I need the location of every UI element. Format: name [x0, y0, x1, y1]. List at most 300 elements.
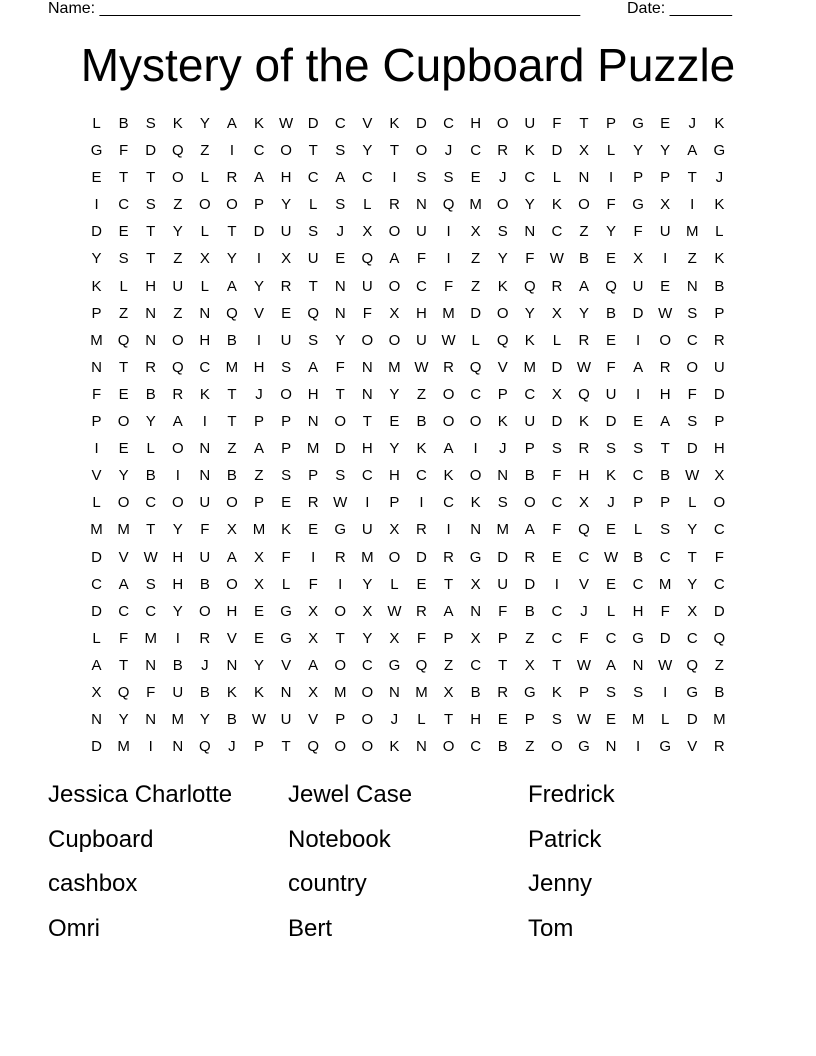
grid-letter: N	[91, 711, 102, 729]
grid-letter: N	[361, 385, 373, 403]
grid-letter: D	[605, 413, 617, 431]
grid-letter: B	[145, 385, 156, 403]
grid-letter: Q	[686, 656, 699, 674]
grid-letter: K	[551, 196, 562, 214]
grid-letter: N	[334, 277, 346, 295]
grid-letter: I	[636, 738, 641, 756]
grid-letter: O	[388, 331, 401, 349]
grid-letter: X	[389, 304, 400, 322]
grid-letter: R	[307, 494, 319, 512]
grid-letter: C	[713, 575, 725, 593]
grid-letter: Y	[389, 385, 400, 403]
grid-letter: N	[524, 223, 536, 241]
grid-letter: A	[254, 440, 265, 458]
grid-letter: C	[361, 656, 373, 674]
grid-letter: O	[388, 223, 401, 241]
grid-letter: B	[416, 413, 427, 431]
grid-letter: J	[444, 142, 453, 160]
grid-letter: Y	[226, 250, 237, 268]
grid-letter: O	[280, 385, 292, 403]
grid-letter: H	[226, 602, 238, 620]
grid-letter: V	[254, 304, 265, 322]
grid-letter: X	[470, 575, 481, 593]
grid-letter: I	[446, 250, 451, 268]
grid-letter: T	[281, 738, 291, 756]
grid-letter: K	[524, 331, 535, 349]
page-title: Mystery of the Cupboard Puzzle	[80, 39, 736, 91]
grid-letter: A	[687, 142, 698, 160]
grid-letter: T	[227, 223, 237, 241]
grid-letter: W	[658, 304, 673, 322]
grid-letter: C	[91, 575, 102, 593]
grid-letter: E	[606, 521, 617, 539]
grid-letter: I	[473, 440, 478, 458]
grid-letter: S	[497, 223, 508, 241]
grid-letter: R	[443, 548, 454, 566]
grid-letter: O	[578, 196, 590, 214]
grid-letter: L	[308, 196, 318, 214]
grid-letter: E	[606, 250, 617, 268]
grid-row	[83, 248, 733, 275]
grid-letter: Y	[145, 413, 156, 431]
grid-letter: Z	[471, 277, 481, 295]
grid-letter: T	[335, 629, 345, 647]
grid-letter: O	[442, 738, 455, 756]
grid-letter: Z	[416, 385, 427, 403]
grid-letter: O	[280, 142, 292, 160]
grid-letter: X	[470, 223, 481, 241]
grid-letter: F	[443, 277, 454, 295]
grid-letter: Z	[443, 656, 454, 674]
grid-letter: N	[145, 711, 157, 729]
grid-letter: W	[549, 250, 564, 268]
grid-letter: Y	[118, 467, 129, 485]
grid-letter: S	[308, 331, 319, 349]
grid-letter: O	[117, 494, 130, 512]
grid-letter: I	[94, 196, 99, 214]
grid-letter: P	[524, 711, 535, 729]
grid-letter: F	[552, 115, 562, 132]
word-list-item: Omri	[48, 914, 100, 942]
grid-letter: F	[714, 548, 724, 566]
grid-letter: P	[497, 629, 508, 647]
grid-letter: K	[578, 413, 589, 431]
grid-letter: X	[362, 223, 373, 241]
grid-letter: C	[686, 629, 698, 647]
grid-letter: X	[389, 629, 400, 647]
grid-letter: T	[498, 656, 508, 674]
grid-letter: L	[146, 440, 155, 458]
grid-letter: Q	[226, 304, 238, 322]
grid-letter: R	[280, 277, 292, 295]
grid-letter: M	[171, 711, 185, 729]
grid-letter: N	[145, 656, 157, 674]
grid-letter: T	[389, 142, 399, 160]
grid-letter: C	[118, 602, 130, 620]
grid-letter: P	[660, 494, 671, 512]
grid-letter: F	[146, 683, 156, 701]
grid-letter: L	[363, 196, 372, 214]
grid-letter: S	[633, 683, 644, 701]
grid-letter: A	[443, 440, 454, 458]
grid-letter: K	[416, 440, 427, 458]
grid-letter: H	[280, 169, 292, 187]
grid-letter: K	[254, 115, 265, 132]
grid-letter: I	[554, 575, 559, 593]
grid-letter: P	[443, 629, 454, 647]
grid-letter: U	[280, 711, 292, 729]
grid-letter: I	[392, 169, 397, 187]
grid-letter: Q	[578, 385, 590, 403]
grid-letter: L	[390, 575, 399, 593]
grid-letter: J	[498, 440, 507, 458]
grid-letter: X	[199, 250, 210, 268]
grid-letter: O	[469, 413, 482, 431]
grid-letter: R	[443, 358, 454, 376]
grid-letter: O	[496, 304, 509, 322]
grid-letter: T	[660, 440, 670, 458]
grid-letter: U	[199, 494, 211, 512]
grid-letter: F	[606, 196, 616, 214]
grid-letter: I	[663, 683, 668, 701]
grid-letter: D	[416, 548, 427, 566]
grid-letter: O	[361, 683, 374, 701]
grid-letter: L	[471, 331, 480, 349]
grid-letter: J	[228, 738, 236, 756]
grid-letter: C	[686, 331, 698, 349]
grid-letter: C	[524, 169, 536, 187]
grid-letter: A	[254, 169, 265, 187]
grid-letter: P	[389, 494, 400, 512]
grid-letter: B	[714, 277, 725, 295]
grid-letter: K	[389, 115, 400, 132]
grid-letter: L	[688, 494, 697, 512]
grid-letter: K	[714, 196, 725, 214]
grid-letter: Y	[524, 304, 535, 322]
grid-letter: C	[470, 656, 482, 674]
grid-letter: N	[686, 277, 698, 295]
grid-letter: K	[199, 385, 210, 403]
grid-letter: A	[226, 548, 237, 566]
grid-letter: X	[308, 683, 319, 701]
grid-letter: D	[91, 223, 102, 241]
grid-letter: Y	[606, 223, 617, 241]
grid-letter: A	[226, 115, 237, 132]
grid-letter: W	[603, 548, 619, 566]
grid-letter: A	[660, 413, 671, 431]
grid-letter: I	[175, 629, 180, 647]
grid-letter: C	[118, 196, 130, 214]
grid-letter: S	[660, 521, 671, 539]
word-list-item: Jewel Case	[288, 781, 413, 808]
grid-letter: B	[714, 683, 725, 701]
grid-letter: T	[335, 385, 345, 403]
grid-row	[83, 113, 733, 140]
grid-letter: P	[714, 413, 725, 431]
grid-letter: P	[254, 738, 265, 756]
grid-letter: I	[446, 223, 451, 241]
grid-letter: R	[524, 548, 536, 566]
grid-letter: O	[388, 277, 401, 295]
grid-letter: K	[497, 277, 508, 295]
grid-letter: M	[523, 358, 537, 376]
grid-letter: S	[335, 467, 346, 485]
grid-letter: F	[552, 521, 562, 539]
grid-letter: E	[281, 494, 292, 512]
grid-letter: F	[416, 250, 427, 268]
grid-letter: O	[171, 169, 184, 187]
grid-letter: S	[606, 683, 617, 701]
grid-letter: A	[335, 169, 346, 187]
grid-letter: R	[226, 169, 238, 187]
grid-row	[83, 140, 733, 167]
grid-letter: C	[334, 115, 346, 132]
grid-letter: M	[90, 331, 103, 349]
grid-letter: B	[145, 467, 156, 485]
grid-letter: S	[308, 223, 319, 241]
grid-letter: V	[687, 738, 698, 756]
grid-letter: P	[91, 413, 102, 431]
grid-letter: N	[470, 602, 482, 620]
grid-letter: N	[145, 331, 157, 349]
grid-letter: Y	[172, 602, 183, 620]
grid-letter: I	[419, 494, 424, 512]
grid-letter: P	[524, 440, 535, 458]
grid-letter: I	[256, 250, 262, 268]
grid-letter: O	[469, 467, 482, 485]
grid-letter: A	[524, 521, 535, 539]
grid-letter: K	[714, 115, 725, 132]
grid-letter: J	[255, 385, 263, 403]
grid-letter: C	[199, 358, 211, 376]
grid-letter: C	[307, 169, 319, 187]
grid-letter: W	[576, 358, 592, 376]
grid-letter: O	[199, 196, 211, 214]
grid-letter: Y	[281, 196, 292, 214]
letter-grid	[83, 113, 733, 763]
grid-letter: E	[470, 169, 481, 187]
grid-letter: H	[470, 115, 482, 132]
grid-letter: M	[686, 223, 699, 241]
grid-letter: L	[606, 142, 616, 160]
grid-letter: F	[579, 629, 589, 647]
grid-letter: Y	[362, 575, 373, 593]
grid-letter: P	[714, 304, 725, 322]
grid-letter: U	[361, 521, 373, 539]
grid-letter: B	[199, 575, 210, 593]
grid-letter: R	[713, 331, 725, 349]
grid-letter: X	[226, 521, 237, 539]
word-row	[48, 869, 768, 914]
grid-letter: C	[605, 629, 617, 647]
grid-letter: L	[200, 169, 210, 187]
grid-letter: E	[389, 413, 400, 431]
grid-letter: C	[551, 223, 563, 241]
grid-letter: G	[632, 115, 644, 132]
grid-letter: N	[416, 738, 427, 756]
grid-letter: X	[254, 548, 265, 566]
grid-letter: D	[551, 413, 563, 431]
grid-letter: I	[608, 169, 614, 187]
grid-letter: O	[334, 656, 347, 674]
grid-letter: V	[226, 629, 237, 647]
grid-letter: F	[498, 602, 508, 620]
grid-letter: R	[199, 629, 211, 647]
grid-letter: S	[606, 440, 617, 458]
grid-letter: Z	[173, 250, 183, 268]
grid-letter: R	[388, 196, 400, 214]
grid-letter: X	[362, 602, 373, 620]
grid-letter: P	[660, 169, 671, 187]
grid-letter: A	[606, 656, 617, 674]
grid-letter: C	[416, 277, 427, 295]
grid-letter: R	[172, 385, 184, 403]
grid-letter: V	[308, 711, 319, 729]
grid-letter: T	[119, 656, 129, 674]
grid-letter: Z	[525, 738, 535, 756]
grid-letter: X	[578, 142, 589, 160]
grid-letter: C	[551, 494, 563, 512]
grid-letter: T	[443, 711, 454, 729]
grid-letter: V	[91, 467, 102, 485]
grid-letter: K	[714, 250, 725, 268]
grid-letter: O	[442, 413, 455, 431]
grid-letter: E	[497, 711, 508, 729]
grid-letter: C	[253, 142, 265, 160]
grid-letter: Q	[361, 250, 374, 268]
grid-letter: J	[336, 223, 344, 241]
grid-row	[83, 628, 733, 655]
grid-letter: T	[227, 413, 237, 431]
grid-letter: D	[307, 115, 319, 132]
grid-letter: F	[335, 358, 345, 376]
grid-letter: G	[632, 196, 644, 214]
grid-letter: Y	[172, 223, 183, 241]
grid-letter: Z	[254, 467, 264, 485]
grid-letter: E	[308, 521, 319, 539]
grid-letter: O	[117, 413, 130, 431]
grid-letter: B	[226, 331, 237, 349]
grid-letter: E	[281, 304, 292, 322]
grid-row	[83, 384, 733, 411]
grid-letter: O	[361, 738, 374, 756]
grid-letter: U	[497, 575, 509, 593]
grid-letter: W	[279, 115, 294, 132]
grid-letter: S	[633, 440, 644, 458]
grid-letter: T	[687, 548, 697, 566]
grid-letter: Z	[227, 440, 237, 458]
grid-letter: O	[226, 494, 238, 512]
grid-letter: T	[119, 358, 129, 376]
grid-letter: X	[389, 521, 400, 539]
grid-letter: F	[416, 629, 427, 647]
grid-letter: E	[335, 250, 346, 268]
grid-letter: L	[661, 711, 670, 729]
grid-letter: G	[469, 548, 482, 566]
grid-letter: M	[496, 521, 509, 539]
grid-letter: L	[92, 629, 101, 647]
grid-letter: I	[311, 548, 316, 566]
grid-letter: Z	[579, 223, 589, 241]
grid-letter: U	[361, 277, 373, 295]
grid-letter: M	[144, 629, 157, 647]
grid-letter: W	[387, 602, 402, 620]
word-list-item: Notebook	[288, 825, 391, 853]
grid-letter: N	[199, 440, 211, 458]
grid-letter: T	[443, 575, 454, 593]
grid-letter: N	[226, 656, 238, 674]
grid-letter: B	[633, 548, 644, 566]
grid-letter: K	[254, 683, 265, 701]
grid-letter: N	[280, 683, 292, 701]
grid-letter: Q	[605, 277, 617, 295]
grid-letter: A	[578, 277, 589, 295]
grid-letter: G	[280, 602, 292, 620]
grid-letter: E	[606, 575, 617, 593]
grid-letter: Y	[633, 142, 644, 160]
grid-row	[83, 682, 733, 709]
grid-letter: Y	[254, 656, 265, 674]
grid-letter: G	[686, 683, 699, 701]
grid-letter: G	[523, 683, 536, 701]
grid-letter: O	[361, 711, 374, 729]
grid-letter: Z	[714, 656, 724, 674]
word-list-item: Fredrick	[528, 781, 615, 808]
word-list	[48, 780, 768, 958]
grid-letter: C	[361, 467, 373, 485]
grid-letter: M	[415, 683, 428, 701]
grid-letter: X	[660, 196, 671, 214]
grid-letter: R	[416, 521, 427, 539]
grid-letter: X	[551, 304, 562, 322]
grid-letter: X	[524, 656, 535, 674]
grid-letter: C	[443, 115, 454, 132]
grid-letter: I	[636, 331, 641, 349]
grid-letter: S	[145, 575, 156, 593]
grid-letter: U	[280, 223, 292, 241]
grid-letter: Y	[254, 277, 265, 295]
grid-letter: M	[90, 521, 103, 539]
grid-letter: T	[146, 250, 156, 268]
grid-letter: H	[172, 548, 184, 566]
grid-letter: Q	[117, 331, 130, 349]
grid-row	[83, 330, 733, 357]
grid-letter: B	[226, 711, 237, 729]
grid-letter: H	[172, 575, 184, 593]
grid-letter: L	[119, 277, 128, 295]
grid-letter: S	[335, 196, 346, 214]
grid-letter: T	[579, 115, 589, 132]
grid-letter: G	[280, 629, 292, 647]
grid-letter: N	[605, 738, 617, 756]
grid-row	[83, 736, 733, 763]
grid-letter: W	[658, 656, 673, 674]
grid-letter: V	[497, 358, 508, 376]
grid-letter: J	[390, 711, 399, 729]
grid-letter: C	[145, 602, 157, 620]
grid-letter: D	[551, 358, 563, 376]
grid-letter: U	[632, 277, 644, 295]
grid-letter: O	[334, 413, 347, 431]
grid-letter: I	[690, 196, 695, 214]
grid-letter: M	[117, 521, 130, 539]
grid-letter: F	[552, 467, 562, 485]
grid-letter: X	[308, 602, 319, 620]
grid-letter: S	[145, 115, 156, 132]
grid-letter: I	[202, 413, 207, 431]
grid-letter: Q	[307, 738, 319, 756]
grid-letter: G	[632, 629, 644, 647]
